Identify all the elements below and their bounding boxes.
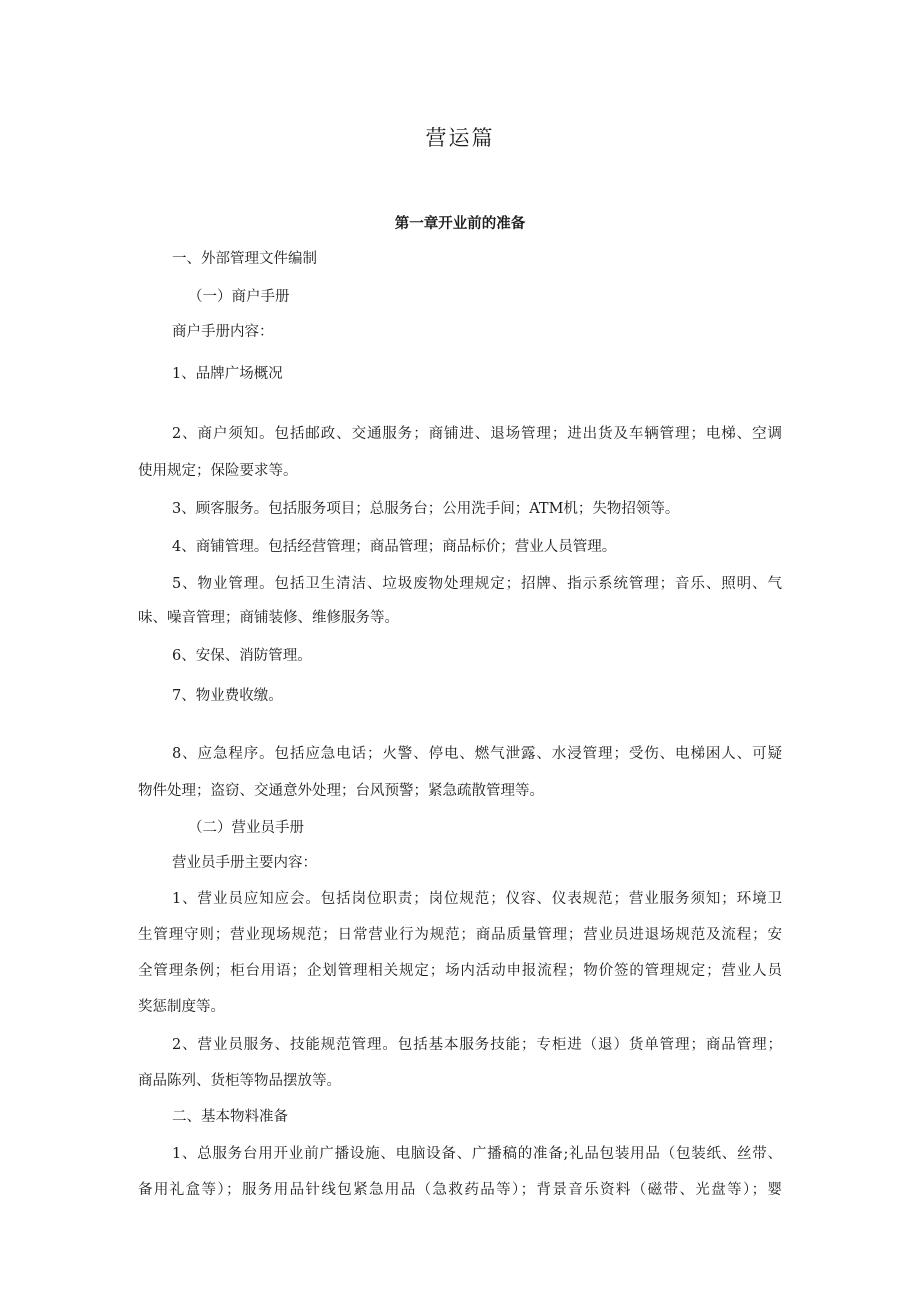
list-item: 5、物业管理。包括卫生清洁、垃圾废物处理规定；招牌、指示系统管理；音乐、照明、气: [172, 576, 782, 592]
list-item: 8、应急程序。包括应急电话；火警、停电、燃气泄露、水浸管理；受伤、电梯困人、可疑: [172, 746, 782, 762]
list-item: 2、营业员服务、技能规范管理。包括基本服务技能；专柜进（退）货单管理；商品管理；: [172, 1037, 782, 1053]
document-title: 营运篇: [425, 126, 495, 150]
list-item: 3、顾客服务。包括服务项目；总服务台；公用洗手间；ATM机；失物招领等。: [172, 501, 680, 517]
chapter-heading: 第一章开业前的准备: [394, 216, 526, 232]
list-item-continuation: 备用礼盒等）；服务用品针线包紧急用品（急救药品等）；背景音乐资料（磁带、光盘等）；婴: [138, 1182, 782, 1198]
section-heading: 一、外部管理文件编制: [172, 251, 317, 267]
list-item: 1、营业员应知应会。包括岗位职责；岗位规范；仪容、仪表规范；营业服务须知；环境卫: [172, 891, 782, 907]
list-item-continuation: 全管理条例；柜台用语；企划管理相关规定；场内活动申报流程；物价签的管理规定；营业人员: [138, 963, 782, 979]
list-item: 6、安保、消防管理。: [172, 648, 312, 664]
list-item-continuation: 商品陈列、货柜等物品摆放等。: [138, 1073, 341, 1089]
list-item-continuation: 物件处理；盗窃、交通意外处理；台风预警；紧急疏散管理等。: [138, 783, 544, 799]
list-item-continuation: 奖惩制度等。: [138, 999, 225, 1015]
paragraph-line: 商户手册内容：: [172, 324, 274, 340]
list-item: 1、品牌广场概况: [172, 366, 283, 382]
list-item-continuation: 使用规定；保险要求等。: [138, 463, 298, 479]
list-item: 1、总服务台用开业前广播设施、电脑设备、广播稿的准备;礼品包装用品（包装纸、丝带、: [172, 1146, 782, 1162]
list-item-continuation: 味、噪音管理；商铺装修、维修服务等。: [138, 610, 399, 626]
paragraph-line: 营业员手册主要内容：: [172, 855, 317, 871]
list-item: 2、商户须知。包括邮政、交通服务；商铺进、退场管理；进出货及车辆管理；电梯、空调: [172, 426, 782, 442]
section-heading: 二、基本物料准备: [172, 1109, 288, 1125]
list-item-continuation: 生管理守则；营业现场规范；日常营业行为规范；商品质量管理；营业员进退场规范及流程；安: [138, 927, 782, 943]
list-item: 4、商铺管理。包括经营管理；商品管理；商品标价；营业人员管理。: [172, 539, 617, 555]
subsection-heading: （二）营业员手册: [188, 820, 304, 836]
list-item: 7、物业费收缴。: [172, 688, 283, 704]
subsection-heading: （一）商户手册: [188, 289, 290, 305]
